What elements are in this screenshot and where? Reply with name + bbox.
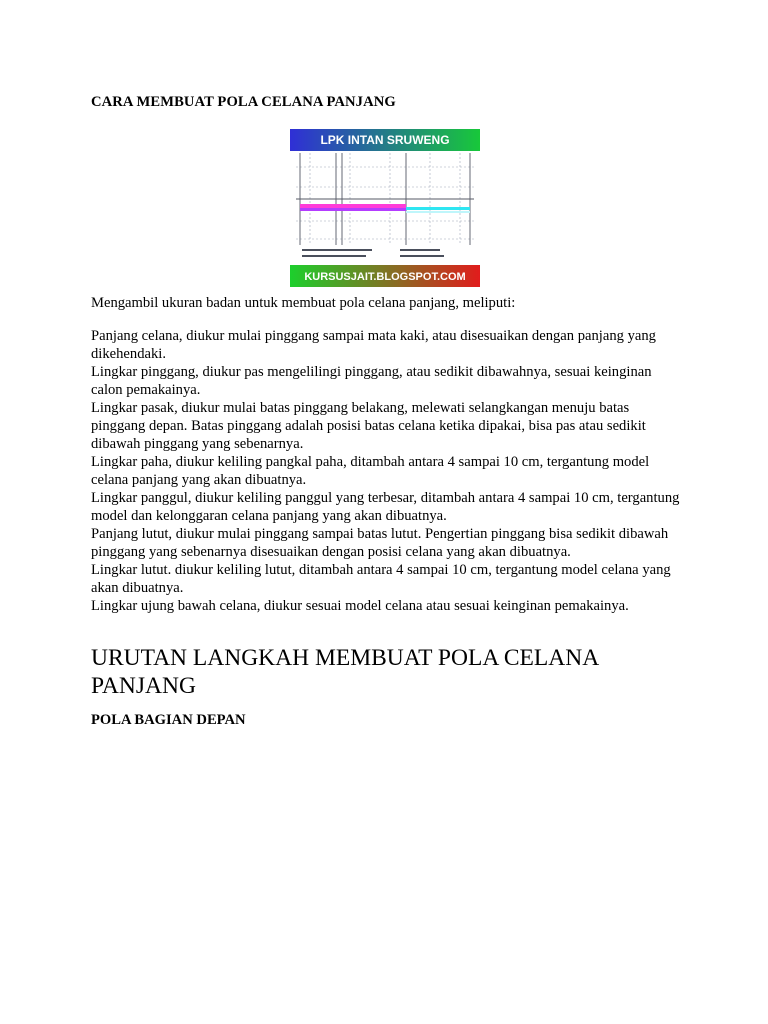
section-heading: URUTAN LANGKAH MEMBUAT POLA CELANA PANJANG	[91, 645, 598, 699]
cyan-measure-band-light	[406, 211, 470, 213]
measurement-item: Lingkar ujung bawah celana, diukur sesuai model celana atau sesuai keinginan pemakainya.	[91, 598, 629, 614]
magenta-measure-band	[300, 204, 406, 208]
measurement-item: Lingkar pinggang, diukur pas mengelilingi pinggang, atau sedikit dibawahnya, sesuai keinginan calon pemakainya.	[91, 364, 652, 398]
pattern-diagram	[290, 129, 480, 287]
pattern-figure-image	[290, 129, 480, 287]
purple-measure-band	[300, 208, 406, 211]
document-body	[91, 94, 681, 729]
measurement-item: Panjang lutut, diukur mulai pinggang sampai batas lutut. Pengertian pinggang bisa sedikit dibawah pinggang yang sebenarnya disesuaikan dengan posisi celana yang akan dibuatnya.	[91, 526, 669, 560]
measurement-item: Lingkar paha, diukur keliling pangkal paha, ditambah antara 4 sampai 10 cm, tergantung model celana panjang yang akan dibuatnya.	[91, 454, 650, 488]
measurement-list	[91, 327, 681, 615]
measurement-item: Panjang celana, diukur mulai pinggang sampai mata kaki, atau disesuaikan dengan panjang yang dikehendaki.	[91, 328, 656, 362]
subheading: POLA BAGIAN DEPAN	[91, 712, 246, 728]
top-banner-text: LPK INTAN SRUWENG	[320, 133, 450, 147]
cyan-measure-band	[406, 207, 470, 210]
measurement-item: Lingkar pasak, diukur mulai batas pinggang belakang, melewati selangkangan menuju batas pinggang depan. Batas pinggang adalah posisi batas celana ketika dipakai, bisa pas atau sedikit dibawah pinggang yang sebenarnya.	[91, 400, 646, 452]
measurement-item: Lingkar lutut. diukur keliling lutut, ditambah antara 4 sampai 10 cm, tergantung model celana yang akan dibuatnya.	[91, 562, 671, 596]
measurement-item: Lingkar panggul, diukur keliling panggul yang terbesar, ditambah antara 4 sampai 10 cm, tergantung model dan kelonggaran celana panjang yang akan dibuatnya.	[91, 490, 680, 524]
document-title: CARA MEMBUAT POLA CELANA PANJANG	[91, 94, 396, 110]
intro-paragraph: Mengambil ukuran badan untuk membuat pola celana panjang, meliputi:	[91, 295, 516, 311]
bottom-banner-text: KURSUSJAIT.BLOGSPOT.COM	[304, 271, 466, 283]
